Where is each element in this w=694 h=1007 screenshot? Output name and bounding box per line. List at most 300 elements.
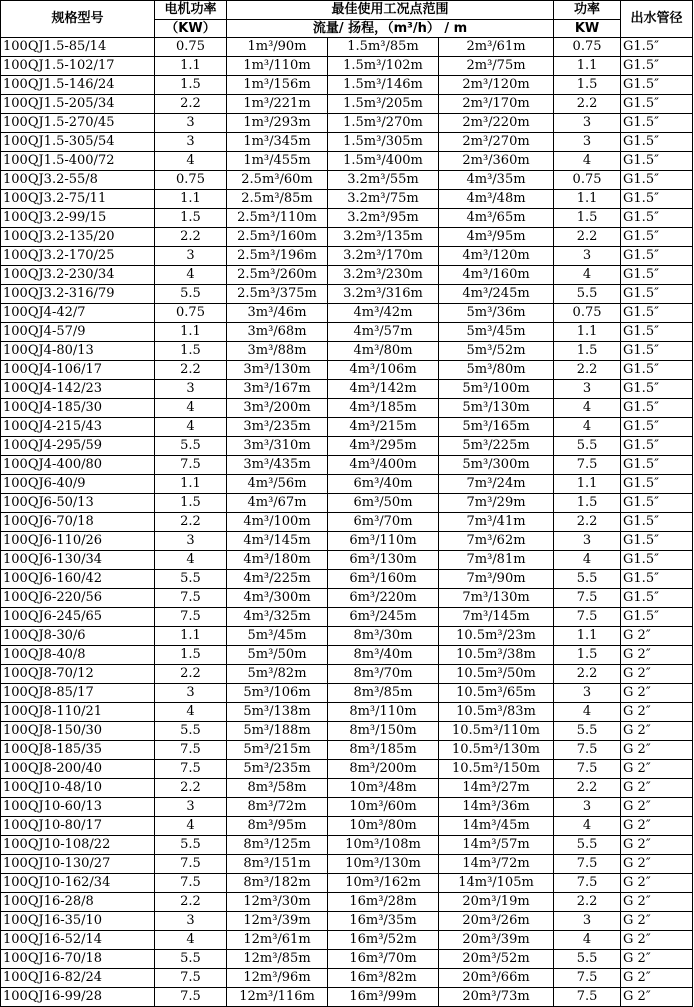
cell-model: 100QJ4-42/7 bbox=[1, 304, 155, 323]
cell-flow-high: 10.5m³/50m bbox=[439, 665, 554, 684]
table-row bbox=[1, 209, 693, 228]
cell-flow-low: 8m³/182m bbox=[227, 874, 328, 893]
table-row bbox=[1, 665, 693, 684]
cell-power: 3 bbox=[554, 114, 621, 133]
cell-flow-high: 5m³/225m bbox=[439, 437, 554, 456]
cell-pipe-size: G1.5″ bbox=[621, 342, 693, 361]
cell-motor-power: 5.5 bbox=[155, 437, 227, 456]
cell-flow-high: 20m³/19m bbox=[439, 893, 554, 912]
cell-flow-high: 14m³/27m bbox=[439, 779, 554, 798]
cell-flow-high: 10.5m³/110m bbox=[439, 722, 554, 741]
cell-power: 1.5 bbox=[554, 342, 621, 361]
cell-flow-low: 2.5m³/60m bbox=[227, 171, 328, 190]
table-row bbox=[1, 380, 693, 399]
cell-flow-high: 2m³/170m bbox=[439, 95, 554, 114]
cell-power: 3 bbox=[554, 380, 621, 399]
cell-flow-high: 10.5m³/38m bbox=[439, 646, 554, 665]
header-range-sub: 流量/ 扬程，（m³/h） / m bbox=[227, 20, 554, 38]
table-row bbox=[1, 570, 693, 589]
cell-model: 100QJ3.2-170/25 bbox=[1, 247, 155, 266]
cell-pipe-size: G1.5″ bbox=[621, 532, 693, 551]
cell-power: 1.1 bbox=[554, 627, 621, 646]
cell-flow-low: 1m³/455m bbox=[227, 152, 328, 171]
cell-power: 7.5 bbox=[554, 969, 621, 988]
cell-pipe-size: G 2″ bbox=[621, 931, 693, 950]
cell-flow-mid: 1.5m³/102m bbox=[328, 57, 439, 76]
cell-flow-high: 4m³/120m bbox=[439, 247, 554, 266]
cell-power: 2.2 bbox=[554, 779, 621, 798]
cell-motor-power: 1.5 bbox=[155, 646, 227, 665]
cell-power: 4 bbox=[554, 418, 621, 437]
cell-power: 7.5 bbox=[554, 874, 621, 893]
cell-flow-high: 5m³/130m bbox=[439, 399, 554, 418]
cell-flow-low: 4m³/56m bbox=[227, 475, 328, 494]
cell-model: 100QJ3.2-99/15 bbox=[1, 209, 155, 228]
cell-flow-high: 4m³/160m bbox=[439, 266, 554, 285]
table-row bbox=[1, 798, 693, 817]
table-row bbox=[1, 779, 693, 798]
cell-power: 7.5 bbox=[554, 589, 621, 608]
cell-model: 100QJ8-185/35 bbox=[1, 741, 155, 760]
cell-pipe-size: G 2″ bbox=[621, 646, 693, 665]
table-row bbox=[1, 969, 693, 988]
table-row bbox=[1, 893, 693, 912]
cell-flow-high: 5m³/52m bbox=[439, 342, 554, 361]
cell-power: 7.5 bbox=[554, 741, 621, 760]
cell-power: 1.1 bbox=[554, 323, 621, 342]
cell-flow-low: 1m³/345m bbox=[227, 133, 328, 152]
cell-model: 100QJ4-106/17 bbox=[1, 361, 155, 380]
cell-power: 3 bbox=[554, 912, 621, 931]
cell-flow-low: 12m³/85m bbox=[227, 950, 328, 969]
cell-model: 100QJ16-28/8 bbox=[1, 893, 155, 912]
cell-flow-low: 1m³/221m bbox=[227, 95, 328, 114]
cell-motor-power: 5.5 bbox=[155, 722, 227, 741]
cell-motor-power: 7.5 bbox=[155, 969, 227, 988]
cell-flow-mid: 8m³/40m bbox=[328, 646, 439, 665]
cell-flow-high: 14m³/57m bbox=[439, 836, 554, 855]
cell-model: 100QJ4-295/59 bbox=[1, 437, 155, 456]
table-row bbox=[1, 950, 693, 969]
cell-motor-power: 1.1 bbox=[155, 627, 227, 646]
cell-model: 100QJ16-35/10 bbox=[1, 912, 155, 931]
cell-power: 1.1 bbox=[554, 57, 621, 76]
cell-pipe-size: G 2″ bbox=[621, 722, 693, 741]
cell-flow-high: 5m³/45m bbox=[439, 323, 554, 342]
cell-model: 100QJ3.2-316/79 bbox=[1, 285, 155, 304]
cell-model: 100QJ8-150/30 bbox=[1, 722, 155, 741]
cell-power: 4 bbox=[554, 399, 621, 418]
table-row bbox=[1, 228, 693, 247]
cell-flow-high: 5m³/300m bbox=[439, 456, 554, 475]
cell-pipe-size: G1.5″ bbox=[621, 551, 693, 570]
cell-power: 7.5 bbox=[554, 760, 621, 779]
cell-power: 2.2 bbox=[554, 513, 621, 532]
cell-model: 100QJ6-70/18 bbox=[1, 513, 155, 532]
cell-flow-high: 10.5m³/150m bbox=[439, 760, 554, 779]
cell-flow-mid: 8m³/70m bbox=[328, 665, 439, 684]
cell-flow-high: 4m³/35m bbox=[439, 171, 554, 190]
cell-motor-power: 1.5 bbox=[155, 76, 227, 95]
cell-flow-mid: 10m³/162m bbox=[328, 874, 439, 893]
cell-power: 5.5 bbox=[554, 437, 621, 456]
cell-motor-power: 1.5 bbox=[155, 342, 227, 361]
header-power-unit: KW bbox=[554, 20, 621, 38]
table-row bbox=[1, 646, 693, 665]
cell-model: 100QJ4-80/13 bbox=[1, 342, 155, 361]
table-row bbox=[1, 589, 693, 608]
cell-motor-power: 1.1 bbox=[155, 57, 227, 76]
cell-power: 1.1 bbox=[554, 475, 621, 494]
cell-motor-power: 3 bbox=[155, 247, 227, 266]
cell-model: 100QJ1.5-270/45 bbox=[1, 114, 155, 133]
cell-motor-power: 1.1 bbox=[155, 190, 227, 209]
cell-model: 100QJ3.2-135/20 bbox=[1, 228, 155, 247]
cell-flow-mid: 1.5m³/270m bbox=[328, 114, 439, 133]
cell-model: 100QJ10-60/13 bbox=[1, 798, 155, 817]
cell-pipe-size: G 2″ bbox=[621, 893, 693, 912]
cell-flow-low: 3m³/46m bbox=[227, 304, 328, 323]
table-row bbox=[1, 931, 693, 950]
cell-flow-mid: 8m³/30m bbox=[328, 627, 439, 646]
cell-model: 100QJ8-30/6 bbox=[1, 627, 155, 646]
cell-flow-mid: 1.5m³/146m bbox=[328, 76, 439, 95]
cell-flow-low: 4m³/225m bbox=[227, 570, 328, 589]
cell-model: 100QJ8-85/17 bbox=[1, 684, 155, 703]
header-power: 功率 bbox=[554, 1, 621, 20]
cell-motor-power: 2.2 bbox=[155, 779, 227, 798]
cell-model: 100QJ10-48/10 bbox=[1, 779, 155, 798]
cell-flow-low: 5m³/138m bbox=[227, 703, 328, 722]
cell-flow-high: 2m³/220m bbox=[439, 114, 554, 133]
cell-pipe-size: G1.5″ bbox=[621, 95, 693, 114]
cell-flow-mid: 16m³/70m bbox=[328, 950, 439, 969]
cell-flow-low: 12m³/30m bbox=[227, 893, 328, 912]
cell-flow-mid: 8m³/200m bbox=[328, 760, 439, 779]
cell-flow-mid: 3.2m³/75m bbox=[328, 190, 439, 209]
table-row bbox=[1, 361, 693, 380]
cell-flow-low: 3m³/167m bbox=[227, 380, 328, 399]
cell-flow-mid: 3.2m³/95m bbox=[328, 209, 439, 228]
cell-pipe-size: G1.5″ bbox=[621, 380, 693, 399]
cell-flow-mid: 4m³/106m bbox=[328, 361, 439, 380]
cell-pipe-size: G1.5″ bbox=[621, 475, 693, 494]
cell-model: 100QJ10-80/17 bbox=[1, 817, 155, 836]
cell-flow-low: 5m³/235m bbox=[227, 760, 328, 779]
cell-motor-power: 3 bbox=[155, 532, 227, 551]
cell-flow-high: 7m³/145m bbox=[439, 608, 554, 627]
table-row bbox=[1, 418, 693, 437]
cell-power: 0.75 bbox=[554, 171, 621, 190]
cell-flow-low: 8m³/151m bbox=[227, 855, 328, 874]
cell-pipe-size: G 2″ bbox=[621, 836, 693, 855]
cell-pipe-size: G 2″ bbox=[621, 703, 693, 722]
cell-flow-low: 2.5m³/196m bbox=[227, 247, 328, 266]
cell-model: 100QJ8-40/8 bbox=[1, 646, 155, 665]
cell-flow-low: 8m³/72m bbox=[227, 798, 328, 817]
cell-flow-low: 3m³/68m bbox=[227, 323, 328, 342]
cell-pipe-size: G 2″ bbox=[621, 684, 693, 703]
cell-flow-low: 12m³/96m bbox=[227, 969, 328, 988]
header-model: 规格型号 bbox=[1, 1, 155, 38]
cell-flow-low: 5m³/50m bbox=[227, 646, 328, 665]
table-body bbox=[1, 38, 693, 1007]
cell-flow-high: 14m³/72m bbox=[439, 855, 554, 874]
cell-motor-power: 5.5 bbox=[155, 285, 227, 304]
table-row bbox=[1, 608, 693, 627]
table-row bbox=[1, 703, 693, 722]
cell-power: 4 bbox=[554, 931, 621, 950]
cell-flow-low: 4m³/145m bbox=[227, 532, 328, 551]
cell-flow-mid: 4m³/400m bbox=[328, 456, 439, 475]
cell-flow-low: 3m³/88m bbox=[227, 342, 328, 361]
cell-motor-power: 5.5 bbox=[155, 950, 227, 969]
cell-pipe-size: G 2″ bbox=[621, 798, 693, 817]
cell-motor-power: 4 bbox=[155, 399, 227, 418]
cell-model: 100QJ1.5-85/14 bbox=[1, 38, 155, 57]
table-row bbox=[1, 152, 693, 171]
cell-model: 100QJ16-99/28 bbox=[1, 988, 155, 1007]
cell-flow-low: 1m³/293m bbox=[227, 114, 328, 133]
cell-pipe-size: G1.5″ bbox=[621, 114, 693, 133]
cell-motor-power: 5.5 bbox=[155, 836, 227, 855]
cell-motor-power: 2.2 bbox=[155, 513, 227, 532]
cell-model: 100QJ6-220/56 bbox=[1, 589, 155, 608]
cell-flow-mid: 4m³/57m bbox=[328, 323, 439, 342]
cell-flow-high: 2m³/120m bbox=[439, 76, 554, 95]
table-row bbox=[1, 475, 693, 494]
table-row bbox=[1, 627, 693, 646]
table-row bbox=[1, 437, 693, 456]
cell-pipe-size: G 2″ bbox=[621, 912, 693, 931]
cell-flow-high: 20m³/73m bbox=[439, 988, 554, 1007]
cell-model: 100QJ6-50/13 bbox=[1, 494, 155, 513]
cell-flow-low: 12m³/61m bbox=[227, 931, 328, 950]
cell-pipe-size: G1.5″ bbox=[621, 608, 693, 627]
cell-flow-high: 2m³/360m bbox=[439, 152, 554, 171]
cell-model: 100QJ3.2-55/8 bbox=[1, 171, 155, 190]
cell-model: 100QJ4-185/30 bbox=[1, 399, 155, 418]
cell-power: 1.5 bbox=[554, 76, 621, 95]
cell-model: 100QJ6-130/34 bbox=[1, 551, 155, 570]
header-range-title: 最佳使用工况点范围 bbox=[227, 1, 554, 20]
cell-model: 100QJ10-162/34 bbox=[1, 874, 155, 893]
cell-pipe-size: G1.5″ bbox=[621, 266, 693, 285]
cell-flow-high: 20m³/66m bbox=[439, 969, 554, 988]
header-pipe: 出水管径 bbox=[621, 1, 693, 38]
cell-flow-high: 20m³/26m bbox=[439, 912, 554, 931]
cell-flow-mid: 1.5m³/205m bbox=[328, 95, 439, 114]
cell-flow-mid: 8m³/85m bbox=[328, 684, 439, 703]
table-row bbox=[1, 532, 693, 551]
table-row bbox=[1, 95, 693, 114]
cell-pipe-size: G1.5″ bbox=[621, 399, 693, 418]
table-row bbox=[1, 247, 693, 266]
cell-flow-high: 5m³/165m bbox=[439, 418, 554, 437]
cell-motor-power: 7.5 bbox=[155, 855, 227, 874]
cell-flow-high: 2m³/270m bbox=[439, 133, 554, 152]
cell-flow-mid: 8m³/185m bbox=[328, 741, 439, 760]
cell-flow-low: 3m³/130m bbox=[227, 361, 328, 380]
cell-flow-mid: 16m³/52m bbox=[328, 931, 439, 950]
table-row bbox=[1, 855, 693, 874]
table-row bbox=[1, 171, 693, 190]
cell-flow-low: 12m³/39m bbox=[227, 912, 328, 931]
cell-pipe-size: G1.5″ bbox=[621, 323, 693, 342]
cell-flow-mid: 6m³/40m bbox=[328, 475, 439, 494]
table-row bbox=[1, 285, 693, 304]
cell-flow-mid: 10m³/108m bbox=[328, 836, 439, 855]
cell-flow-low: 5m³/82m bbox=[227, 665, 328, 684]
table-row bbox=[1, 342, 693, 361]
cell-flow-high: 14m³/36m bbox=[439, 798, 554, 817]
cell-motor-power: 3 bbox=[155, 380, 227, 399]
cell-motor-power: 2.2 bbox=[155, 893, 227, 912]
cell-pipe-size: G 2″ bbox=[621, 969, 693, 988]
cell-flow-mid: 3.2m³/230m bbox=[328, 266, 439, 285]
table-row bbox=[1, 456, 693, 475]
cell-flow-mid: 4m³/42m bbox=[328, 304, 439, 323]
cell-motor-power: 3 bbox=[155, 684, 227, 703]
cell-flow-mid: 6m³/220m bbox=[328, 589, 439, 608]
cell-flow-mid: 16m³/82m bbox=[328, 969, 439, 988]
table-row bbox=[1, 133, 693, 152]
cell-pipe-size: G1.5″ bbox=[621, 133, 693, 152]
cell-model: 100QJ1.5-400/72 bbox=[1, 152, 155, 171]
cell-power: 2.2 bbox=[554, 665, 621, 684]
cell-flow-low: 5m³/188m bbox=[227, 722, 328, 741]
cell-flow-low: 12m³/116m bbox=[227, 988, 328, 1007]
cell-motor-power: 2.2 bbox=[155, 665, 227, 684]
cell-power: 4 bbox=[554, 152, 621, 171]
cell-power: 4 bbox=[554, 266, 621, 285]
cell-flow-low: 3m³/310m bbox=[227, 437, 328, 456]
header-motor-unit: （KW） bbox=[155, 20, 227, 38]
cell-motor-power: 0.75 bbox=[155, 38, 227, 57]
cell-flow-mid: 4m³/215m bbox=[328, 418, 439, 437]
cell-flow-mid: 10m³/48m bbox=[328, 779, 439, 798]
cell-flow-high: 5m³/80m bbox=[439, 361, 554, 380]
cell-power: 2.2 bbox=[554, 893, 621, 912]
cell-flow-low: 2.5m³/85m bbox=[227, 190, 328, 209]
table-row bbox=[1, 912, 693, 931]
cell-pipe-size: G 2″ bbox=[621, 817, 693, 836]
cell-power: 7.5 bbox=[554, 456, 621, 475]
cell-power: 5.5 bbox=[554, 285, 621, 304]
cell-flow-low: 8m³/58m bbox=[227, 779, 328, 798]
cell-model: 100QJ16-52/14 bbox=[1, 931, 155, 950]
cell-power: 2.2 bbox=[554, 95, 621, 114]
cell-power: 7.5 bbox=[554, 988, 621, 1007]
cell-motor-power: 4 bbox=[155, 152, 227, 171]
cell-pipe-size: G 2″ bbox=[621, 874, 693, 893]
cell-model: 100QJ6-40/9 bbox=[1, 475, 155, 494]
cell-flow-high: 4m³/245m bbox=[439, 285, 554, 304]
cell-flow-low: 4m³/300m bbox=[227, 589, 328, 608]
cell-motor-power: 2.2 bbox=[155, 361, 227, 380]
cell-pipe-size: G 2″ bbox=[621, 950, 693, 969]
cell-model: 100QJ8-200/40 bbox=[1, 760, 155, 779]
cell-flow-high: 7m³/90m bbox=[439, 570, 554, 589]
table-row bbox=[1, 323, 693, 342]
cell-pipe-size: G1.5″ bbox=[621, 38, 693, 57]
cell-pipe-size: G1.5″ bbox=[621, 570, 693, 589]
cell-flow-mid: 4m³/295m bbox=[328, 437, 439, 456]
cell-pipe-size: G 2″ bbox=[621, 855, 693, 874]
cell-flow-mid: 1.5m³/400m bbox=[328, 152, 439, 171]
cell-motor-power: 7.5 bbox=[155, 741, 227, 760]
table-row bbox=[1, 836, 693, 855]
cell-flow-high: 7m³/62m bbox=[439, 532, 554, 551]
table-row bbox=[1, 988, 693, 1007]
cell-flow-low: 3m³/235m bbox=[227, 418, 328, 437]
cell-flow-low: 8m³/95m bbox=[227, 817, 328, 836]
cell-motor-power: 7.5 bbox=[155, 988, 227, 1007]
cell-model: 100QJ8-70/12 bbox=[1, 665, 155, 684]
cell-motor-power: 7.5 bbox=[155, 874, 227, 893]
cell-power: 5.5 bbox=[554, 836, 621, 855]
cell-flow-high: 20m³/52m bbox=[439, 950, 554, 969]
cell-pipe-size: G1.5″ bbox=[621, 304, 693, 323]
cell-power: 5.5 bbox=[554, 570, 621, 589]
cell-flow-mid: 6m³/130m bbox=[328, 551, 439, 570]
cell-power: 7.5 bbox=[554, 608, 621, 627]
cell-pipe-size: G1.5″ bbox=[621, 190, 693, 209]
cell-pipe-size: G 2″ bbox=[621, 760, 693, 779]
table-row bbox=[1, 114, 693, 133]
cell-flow-high: 4m³/95m bbox=[439, 228, 554, 247]
cell-flow-high: 4m³/65m bbox=[439, 209, 554, 228]
cell-flow-low: 3m³/200m bbox=[227, 399, 328, 418]
cell-power: 5.5 bbox=[554, 722, 621, 741]
cell-pipe-size: G1.5″ bbox=[621, 456, 693, 475]
cell-flow-high: 2m³/61m bbox=[439, 38, 554, 57]
cell-flow-low: 5m³/45m bbox=[227, 627, 328, 646]
cell-power: 4 bbox=[554, 817, 621, 836]
table-row bbox=[1, 57, 693, 76]
cell-flow-low: 2.5m³/260m bbox=[227, 266, 328, 285]
cell-flow-low: 4m³/100m bbox=[227, 513, 328, 532]
cell-flow-mid: 6m³/245m bbox=[328, 608, 439, 627]
cell-model: 100QJ3.2-230/34 bbox=[1, 266, 155, 285]
cell-flow-low: 2.5m³/375m bbox=[227, 285, 328, 304]
cell-model: 100QJ6-110/26 bbox=[1, 532, 155, 551]
cell-power: 7.5 bbox=[554, 855, 621, 874]
cell-model: 100QJ3.2-75/11 bbox=[1, 190, 155, 209]
cell-flow-mid: 16m³/35m bbox=[328, 912, 439, 931]
table-row bbox=[1, 513, 693, 532]
cell-flow-mid: 16m³/99m bbox=[328, 988, 439, 1007]
cell-flow-mid: 10m³/60m bbox=[328, 798, 439, 817]
cell-pipe-size: G1.5″ bbox=[621, 437, 693, 456]
cell-power: 3 bbox=[554, 133, 621, 152]
cell-flow-high: 5m³/100m bbox=[439, 380, 554, 399]
cell-pipe-size: G1.5″ bbox=[621, 171, 693, 190]
cell-flow-high: 2m³/75m bbox=[439, 57, 554, 76]
cell-motor-power: 0.75 bbox=[155, 171, 227, 190]
cell-pipe-size: G1.5″ bbox=[621, 247, 693, 266]
cell-flow-low: 1m³/156m bbox=[227, 76, 328, 95]
cell-motor-power: 2.2 bbox=[155, 228, 227, 247]
cell-power: 3 bbox=[554, 684, 621, 703]
cell-motor-power: 1.5 bbox=[155, 209, 227, 228]
cell-power: 3 bbox=[554, 247, 621, 266]
cell-motor-power: 3 bbox=[155, 912, 227, 931]
cell-flow-low: 4m³/325m bbox=[227, 608, 328, 627]
cell-model: 100QJ1.5-205/34 bbox=[1, 95, 155, 114]
cell-power: 1.5 bbox=[554, 209, 621, 228]
table-row bbox=[1, 190, 693, 209]
